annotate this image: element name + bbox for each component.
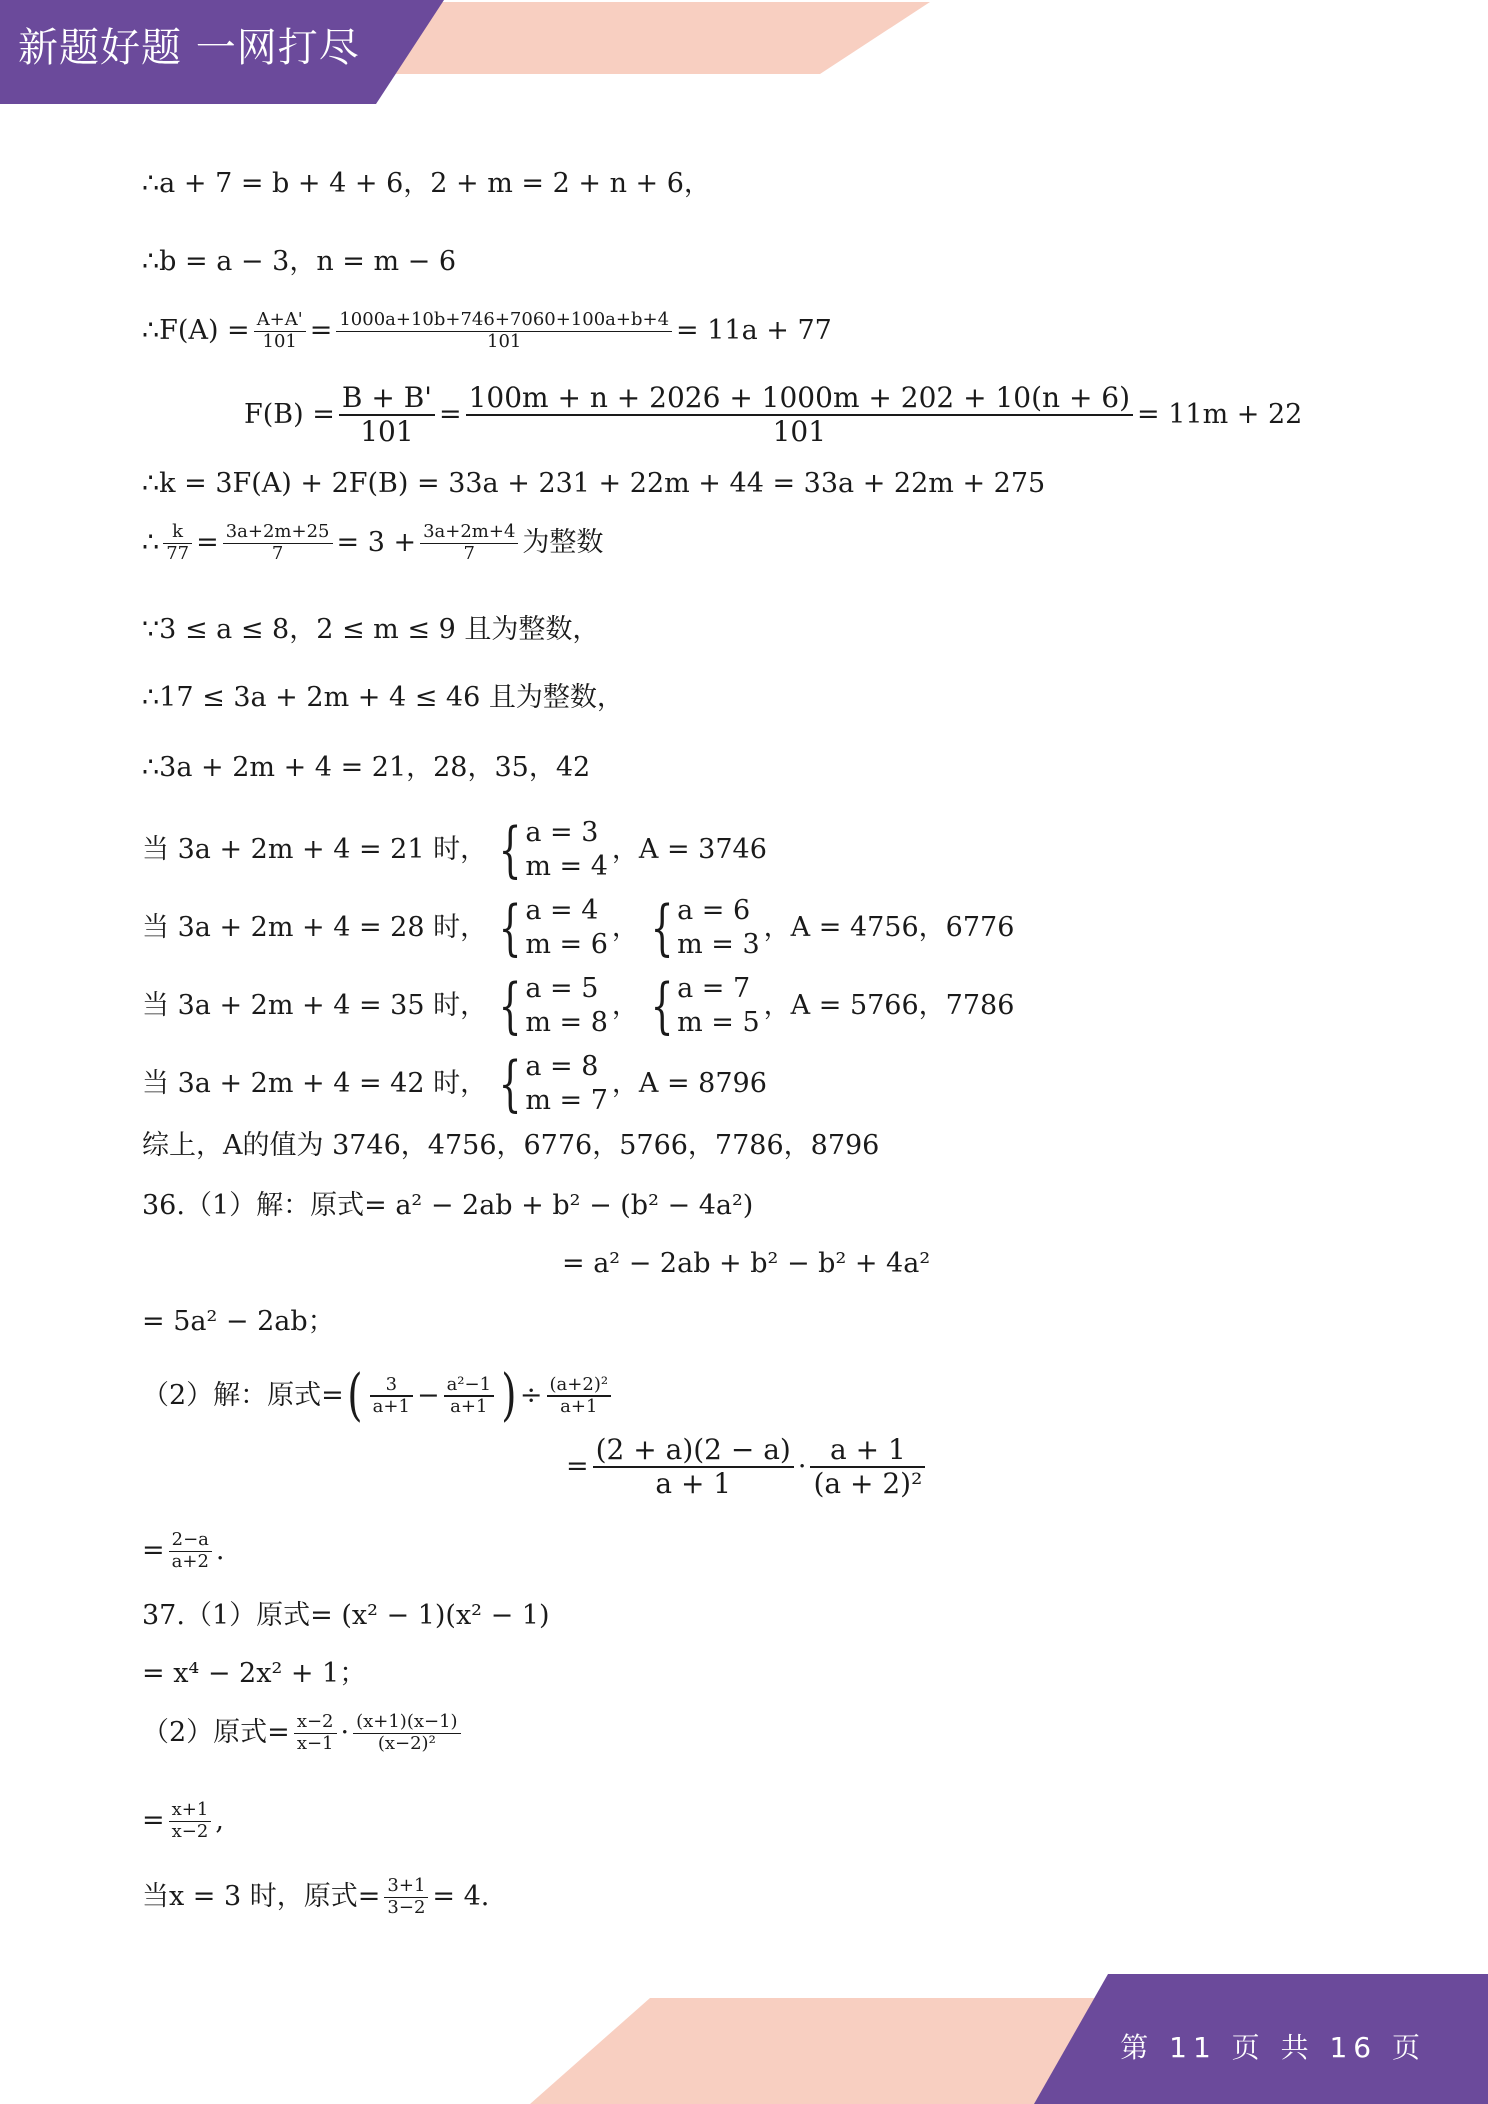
fraction-denominator: a + 1	[655, 1466, 732, 1500]
case-42	[142, 1050, 767, 1118]
fraction-denominator: a+2	[171, 1551, 209, 1573]
line-4: F(B) = $\frac{B + B'}{101}$ = $\frac{100m + n + 2026 + 1000m + 202 + 10(n + 6)}{101}$ = 11m + 22	[244, 381, 1303, 448]
fraction-numerator: a + 1	[829, 1433, 906, 1466]
brace-icon: {	[498, 893, 522, 963]
line-3-prefix: ∴F(A) =	[142, 315, 250, 347]
fraction-numerator: 3a+2m+25	[225, 521, 330, 542]
fraction-denominator: 7	[271, 543, 284, 565]
fraction-numerator: 1000a+10b+746+7060+100a+b+4	[339, 309, 670, 330]
q36-part1-line1: 36.（1）解：原式= a² − 2ab + b² − (b² − 4a²)	[142, 1190, 754, 1221]
fraction	[444, 1375, 494, 1418]
fraction	[810, 1434, 925, 1500]
fraction	[547, 1375, 612, 1418]
equation-system	[491, 816, 608, 884]
equation-system	[491, 972, 608, 1040]
case-21	[142, 816, 767, 884]
fraction-numerator: A+A'	[256, 309, 303, 330]
equation-system	[643, 894, 760, 962]
q37-part2-prefix: 当x = 3 时，原式=	[142, 1881, 381, 1913]
division-sign: ÷	[519, 1380, 543, 1411]
case-28-result: ，A = 4756，6776	[763, 912, 1015, 943]
line-7: ∵3 ≤ a ≤ 8，2 ≤ m ≤ 9 且为整数，	[142, 614, 600, 645]
brace-icon: {	[650, 971, 674, 1041]
fraction	[339, 382, 435, 448]
line-8: ∴17 ≤ 3a + 2m + 4 ≤ 46 且为整数，	[142, 682, 624, 713]
case-35: 当 3a + 2m + 4 = 35 时， { a = 5 m = 8 ， { a = 7 m = 5 ，A = 5766，7786	[142, 971, 1015, 1041]
line-1: ∴a + 7 = b + 4 + 6，2 + m = 2 + n + 6，	[142, 168, 711, 199]
fraction-denominator: a+1	[450, 1395, 488, 1417]
fraction	[384, 1876, 428, 1919]
line-3-result: = 11a + 77	[676, 315, 832, 347]
fraction-denominator: a+1	[560, 1395, 598, 1417]
system-row: a = 7	[677, 973, 751, 1004]
q36-part1-line2: = a² − 2ab + b² − b² + 4a²	[562, 1248, 931, 1279]
system-row: a = 3	[525, 817, 599, 848]
line-5: ∴k = 3F(A) + 2F(B) = 33a + 231 + 22m + 44 = 33a + 22m + 275	[142, 468, 1046, 499]
case-35-prefix: 当 3a + 2m + 4 = 35 时，	[142, 990, 488, 1021]
system-row: a = 8	[525, 1051, 599, 1082]
q36-part2-line2: = $\frac{(2 + a)(2 - a)}{a + 1}$ · $\frac{a + 1}{\text{(a + 2)²}}$	[566, 1434, 929, 1500]
case-35-result: ，A = 5766，7786	[763, 990, 1015, 1021]
fraction-numerator: 100m + n + 2026 + 1000m + 202 + 10(n + 6)	[468, 381, 1131, 414]
fraction	[169, 1800, 212, 1843]
system-row: m = 3	[677, 929, 760, 960]
fraction-denominator: 77	[166, 543, 190, 565]
case-42-prefix: 当 3a + 2m + 4 = 42 时，	[142, 1068, 488, 1099]
q36-part1-line3: = 5a² − 2ab；	[142, 1306, 335, 1337]
system-row: m = 8	[525, 1007, 608, 1038]
fraction	[294, 1712, 337, 1755]
line-2: ∴b = a − 3，n = m − 6	[142, 246, 457, 277]
fraction-numerator: k	[172, 521, 184, 542]
fraction	[353, 1712, 460, 1755]
fraction-denominator: 101	[262, 331, 297, 353]
system-row: m = 6	[525, 929, 608, 960]
fraction-denominator: 101	[487, 331, 522, 353]
q36-part2-prefix: （2）解：原式=	[142, 1380, 344, 1411]
fraction-denominator: 3−2	[387, 1897, 426, 1919]
q37-answer: = 4.	[432, 1881, 490, 1913]
fraction-numerator: 2−a	[171, 1529, 209, 1550]
fraction-numerator: 3+1	[387, 1875, 426, 1896]
summary-line: 综上，A的值为 3746，4756，6776，5766，7786，8796	[142, 1130, 880, 1161]
brace-icon: {	[650, 893, 674, 963]
q37-part1-line1: 37.（1）原式= (x² − 1)(x² − 1)	[142, 1600, 550, 1631]
line-6-middle: = 3 +	[336, 527, 417, 559]
fraction-numerator: B + B'	[341, 381, 432, 414]
line-6-prefix: ∴	[142, 527, 160, 559]
q37-part2-line1: （2）原式= $\frac{x-2}{x-1}$ · $\frac{(x+1)(x-1)}{\text{(x−2)²}}$	[142, 1712, 465, 1755]
line-4-result: = 11m + 22	[1137, 398, 1303, 430]
fraction	[420, 522, 518, 565]
fraction-denominator: 101	[772, 414, 827, 448]
fraction-numerator: 3a+2m+4	[423, 521, 516, 542]
fraction-denominator: x−2	[171, 1821, 209, 1843]
fraction	[254, 310, 306, 353]
page-number: 第 11 页 共 16 页	[1120, 2031, 1426, 2064]
fraction-denominator: 7	[463, 543, 475, 565]
fraction-numerator: (x+1)(x−1)	[356, 1711, 458, 1732]
line-9: ∴3a + 2m + 4 = 21，28，35，42	[142, 752, 591, 783]
brace-icon: {	[498, 1049, 522, 1119]
q37-part2-line3	[142, 1876, 489, 1919]
fraction	[163, 522, 192, 565]
case-21-prefix: 当 3a + 2m + 4 = 21 时，	[142, 834, 488, 865]
system-row: m = 4	[525, 851, 608, 882]
system-row: a = 5	[525, 973, 599, 1004]
system-row: a = 6	[677, 895, 751, 926]
equation-system	[643, 972, 760, 1040]
fraction-numerator: (a+2)²	[549, 1373, 609, 1395]
line-4-prefix: F(B) =	[244, 398, 335, 430]
system-row: m = 5	[677, 1007, 760, 1038]
fraction-numerator: a²−1	[446, 1373, 492, 1395]
brace-icon: {	[498, 971, 522, 1041]
fraction-denominator: 101	[360, 414, 414, 448]
brace-icon: {	[498, 815, 522, 885]
line-6-suffix: 为整数	[522, 527, 604, 559]
q37-part2-prefix: （2）原式=	[142, 1717, 290, 1749]
equation-system	[491, 894, 608, 962]
q37-part1-line2: = x⁴ − 2x² + 1；	[142, 1658, 367, 1689]
case-42-result: ，A = 8796	[611, 1068, 767, 1099]
fraction-denominator: x−1	[296, 1733, 334, 1755]
fraction	[223, 522, 333, 565]
line-3: ∴F(A) = $\frac{A+A'}{101}$ = $\frac{1000a+10b+746+7060+100a+b+4}{101}$ = 11a + 77	[142, 309, 832, 353]
line-6: ∴ $\frac{k}{77}$ = $\frac{3a+2m+25}{7}$ = 3 + $\frac{3a+2m+4}{7}$ 为整数	[142, 521, 604, 565]
fraction-denominator: (a + 2)²	[813, 1466, 923, 1500]
q37-part2-line2: = $\frac{x+1}{x-2}$ ,	[142, 1799, 224, 1843]
equation-system	[491, 1050, 608, 1118]
system-row: m = 7	[525, 1085, 608, 1116]
fraction-numerator: x+1	[171, 1799, 209, 1820]
fraction-numerator: x−2	[296, 1711, 334, 1732]
fraction	[336, 310, 672, 353]
fraction-numerator: (2 + a)(2 − a)	[595, 1433, 791, 1466]
case-28: 当 3a + 2m + 4 = 28 时， { a = 4 m = 6 ， { a = 6 m = 3 ，A = 4756，6776	[142, 893, 1015, 963]
header-title: 新题好题 一网打尽	[18, 25, 360, 71]
fraction	[466, 382, 1133, 448]
fraction	[169, 1530, 212, 1573]
case-21-result: ，A = 3746	[611, 834, 767, 865]
fraction-numerator: 3	[385, 1373, 398, 1395]
q36-part2-line1: （2）解：原式= ( $\frac{3}{a+1}$ − $\frac{\text{a²−1}}{a+1}$ ) ÷ $\frac{\text{(a+2)²}}{a+1}$	[142, 1368, 615, 1424]
fraction	[370, 1375, 413, 1418]
case-28-prefix: 当 3a + 2m + 4 = 28 时，	[142, 912, 488, 943]
fraction	[593, 1434, 794, 1500]
q36-part2-line3: = $\frac{2-a}{a+2}$ .	[142, 1529, 225, 1573]
fraction-denominator: (x−2)²	[377, 1733, 436, 1755]
fraction-denominator: a+1	[372, 1395, 410, 1417]
system-row: a = 4	[525, 895, 599, 926]
